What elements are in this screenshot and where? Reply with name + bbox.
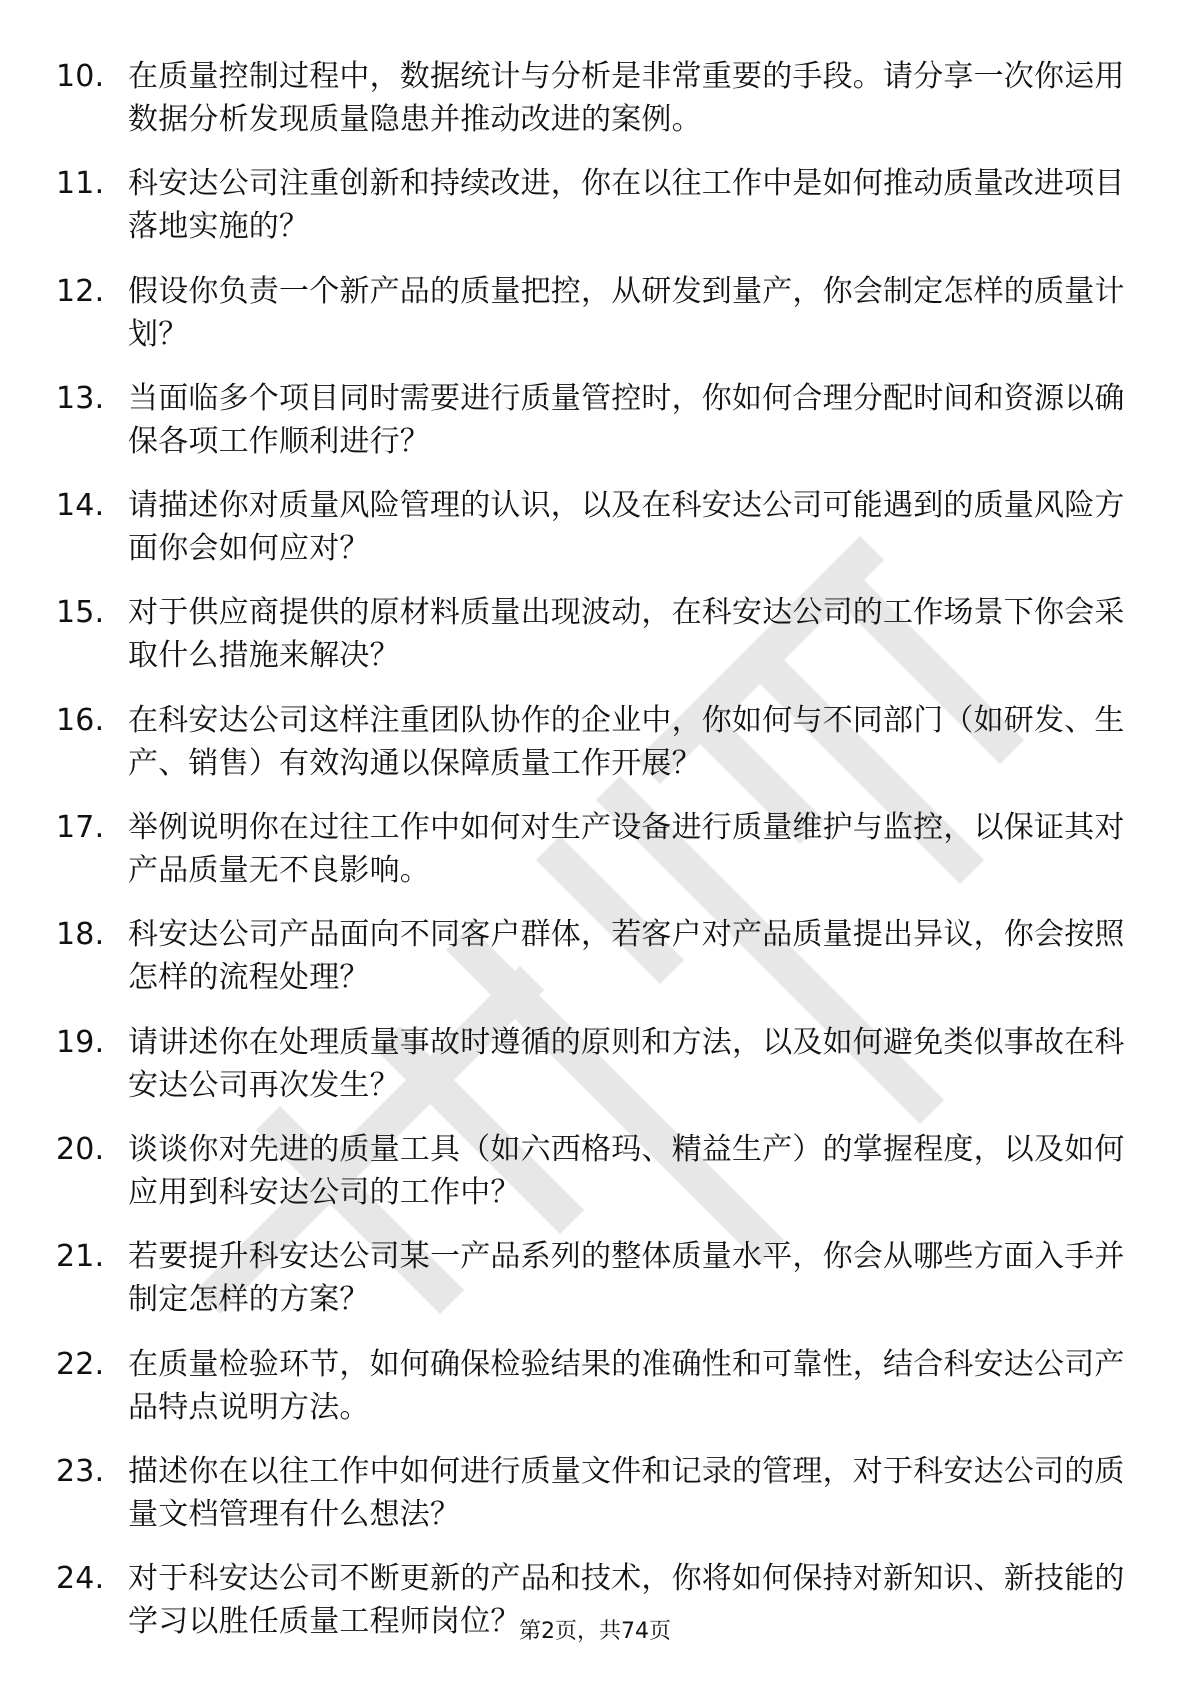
list-item — [56, 1128, 1136, 1214]
question-number: 13. — [56, 380, 105, 416]
question-text: 若要提升科安达公司某一产品系列的整体质量水平，你会从哪些方面入手并制定怎样的方案？ — [128, 1239, 1125, 1318]
list-item — [56, 806, 1136, 892]
list-item — [56, 1021, 1136, 1107]
question-list — [56, 55, 1136, 1664]
question-text: 假设你负责一个新产品的质量把控，从研发到量产，你会制定怎样的质量计划？ — [128, 273, 1125, 352]
question-text: 对于供应商提供的原材料质量出现波动，在科安达公司的工作场景下你会采取什么措施来解决？ — [128, 595, 1125, 674]
question-number: 22. — [56, 1346, 105, 1382]
list-item — [56, 55, 1136, 141]
list-item — [56, 270, 1136, 356]
question-number: 21. — [56, 1239, 105, 1275]
question-text: 谈谈你对先进的质量工具（如六西格玛、精益生产）的掌握程度，以及如何应用到科安达公司的工作中？ — [128, 1131, 1125, 1210]
question-number: 19. — [56, 1024, 105, 1060]
question-number: 18. — [56, 917, 105, 953]
question-text: 描述你在以往工作中如何进行质量文件和记录的管理，对于科安达公司的质量文档管理有什么想法？ — [128, 1453, 1125, 1532]
question-number: 17. — [56, 810, 105, 846]
question-text: 当面临多个项目同时需要进行质量管控时，你如何合理分配时间和资源以确保各项工作顺利进行？ — [128, 380, 1125, 459]
question-number: 15. — [56, 595, 105, 631]
list-item — [56, 162, 1136, 248]
question-text: 科安达公司产品面向不同客户群体，若客户对产品质量提出异议，你会按照怎样的流程处理？ — [128, 917, 1125, 996]
question-text: 请讲述你在处理质量事故时遵循的原则和方法，以及如何避免类似事故在科安达公司再次发生？ — [128, 1024, 1125, 1103]
question-text: 对于科安达公司不断更新的产品和技术，你将如何保持对新知识、新技能的学习以胜任质量工程师岗位？ — [128, 1561, 1125, 1640]
question-number: 23. — [56, 1453, 105, 1489]
question-number: 12. — [56, 273, 105, 309]
question-text: 在质量控制过程中，数据统计与分析是非常重要的手段。请分享一次你运用数据分析发现质量隐患并推动改进的案例。 — [128, 59, 1125, 137]
question-number: 14. — [56, 488, 105, 524]
list-item — [56, 1235, 1136, 1321]
question-number: 11. — [56, 166, 105, 202]
question-text: 在质量检验环节，如何确保检验结果的准确性和可靠性，结合科安达公司产品特点说明方法。 — [128, 1346, 1125, 1425]
question-number: 24. — [56, 1561, 105, 1597]
question-text: 请描述你对质量风险管理的认识，以及在科安达公司可能遇到的质量风险方面你会如何应对？ — [128, 488, 1125, 567]
list-item — [56, 591, 1136, 677]
list-item — [56, 484, 1136, 570]
question-text: 科安达公司注重创新和持续改进，你在以往工作中是如何推动质量改进项目落地实施的？ — [128, 166, 1125, 245]
list-item — [56, 699, 1136, 785]
list-item — [56, 377, 1136, 463]
question-text: 举例说明你在过往工作中如何对生产设备进行质量维护与监控，以保证其对产品质量无不良影响。 — [128, 810, 1125, 889]
list-item — [56, 1343, 1136, 1429]
question-number: 16. — [56, 702, 105, 738]
page-indicator: 第2页，共74页 — [519, 1619, 671, 1644]
list-item — [56, 1450, 1136, 1536]
question-number: 20. — [56, 1131, 105, 1167]
list-item — [56, 913, 1136, 999]
question-text: 在科安达公司这样注重团队协作的企业中，你如何与不同部门（如研发、生产、销售）有效沟通以保障质量工作开展？ — [128, 702, 1125, 781]
question-number: 10. — [56, 59, 105, 94]
